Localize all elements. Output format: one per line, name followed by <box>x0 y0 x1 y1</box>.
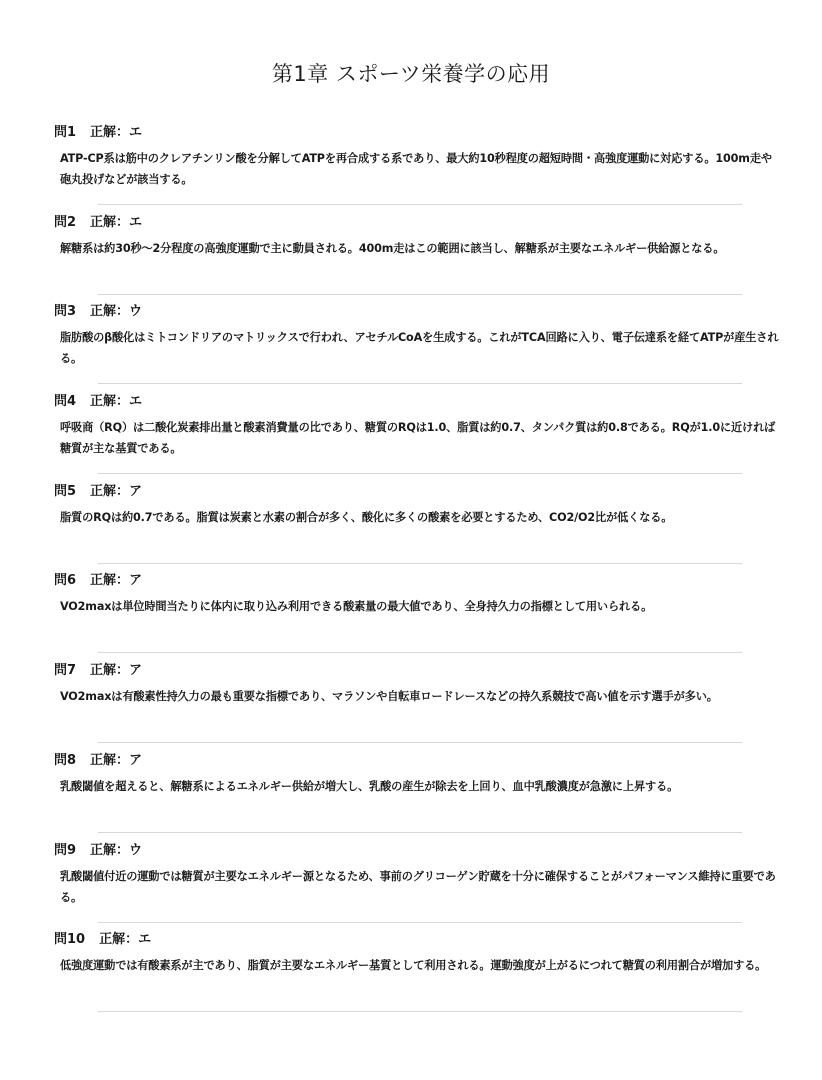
question-number: 問9 <box>54 842 77 858</box>
divider <box>98 473 742 474</box>
explanation-text: 脂質のRQは約0.7である。脂質は炭素と水素の割合が多く、酸化に多くの酸素を必要とするため、CO2/O2比が低くなる。 <box>60 510 673 524</box>
question-heading <box>54 124 784 142</box>
answer-item-4 <box>54 393 784 483</box>
correct-answer: 正解：ア <box>90 752 143 768</box>
question-heading <box>54 303 784 321</box>
explanation-text: VO2maxは有酸素性持久力の最も重要な指標であり、マラソンや自転車ロードレースなどの持久系競技で高い値を示す選手が多い。 <box>60 690 718 704</box>
divider <box>98 922 742 923</box>
question-heading <box>54 214 784 232</box>
explanation-text: VO2maxは単位時間当たりに体内に取り込み利用できる酸素量の最大値であり、全身持久力の指標として用いられる。 <box>60 600 653 614</box>
correct-answer: 正解：ア <box>90 663 143 679</box>
answer-item-1 <box>54 124 784 214</box>
correct-answer: 正解：ウ <box>90 842 143 858</box>
question-number: 問10 <box>54 932 86 948</box>
answer-item-8 <box>54 752 784 842</box>
explanation-text: 乳酸閾値付近の運動では糖質が主要なエネルギー源となるため、事前のグリコーゲン貯蔵を十分に確保することがパフォーマンス維持に重要である。 <box>60 869 776 904</box>
explanation-text: 呼吸商（RQ）は二酸化炭素排出量と酸素消費量の比であり、糖質のRQは1.0、脂質は約0.7、タンパク質は約0.8である。RQが1.0に近ければ糖質が主な基質である。 <box>60 421 776 456</box>
question-heading <box>54 393 784 411</box>
question-number: 問4 <box>54 394 77 410</box>
question-number: 問2 <box>54 214 77 230</box>
explanation-text: 低強度運動では有酸素系が主であり、脂質が主要なエネルギー基質として利用される。運動強度が上がるにつれて糖質の利用割合が増加する。 <box>60 959 767 973</box>
divider <box>98 1011 742 1012</box>
divider <box>98 204 742 205</box>
answer-item-9 <box>54 842 784 932</box>
explanation-text: 脂肪酸のβ酸化はミトコンドリアのマトリックスで行われ、アセチルCoAを生成する。これがTCA回路に入り、電子伝達系を経てATPが産生される。 <box>60 331 779 366</box>
question-number: 問6 <box>54 573 77 589</box>
answer-item-3 <box>54 303 784 393</box>
answer-item-2 <box>54 214 784 304</box>
question-number: 問5 <box>54 483 77 499</box>
question-heading <box>54 662 784 680</box>
question-heading <box>54 842 784 860</box>
explanation-text: 解糖系は約30秒〜2分程度の高強度運動で主に動員される。400m走はこの範囲に該当し、解糖系が主要なエネルギー供給源となる。 <box>60 241 725 255</box>
correct-answer: 正解：エ <box>90 214 143 230</box>
answer-item-6 <box>54 572 784 662</box>
divider <box>98 832 742 833</box>
question-number: 問1 <box>54 125 77 140</box>
correct-answer: 正解：エ <box>90 125 143 140</box>
answer-item-7 <box>54 662 784 752</box>
question-number: 問3 <box>54 304 77 320</box>
answer-item-10 <box>54 931 784 1021</box>
divider <box>98 563 742 564</box>
question-number: 問7 <box>54 663 77 679</box>
answer-list <box>54 124 784 1021</box>
divider <box>98 294 742 295</box>
correct-answer: 正解：ア <box>90 483 143 499</box>
divider <box>98 383 742 384</box>
correct-answer: 正解：エ <box>90 394 143 410</box>
explanation-text: ATP-CP系は筋中のクレアチンリン酸を分解してATPを再合成する系であり、最大約10秒程度の超短時間・高強度運動に対応する。100m走や砲丸投げなどが該当する。 <box>60 152 772 186</box>
question-heading <box>54 931 784 949</box>
answer-item-5 <box>54 483 784 573</box>
correct-answer: 正解：ア <box>90 573 143 589</box>
page-title: 第1章 スポーツ栄養学の応用 <box>271 62 551 86</box>
question-number: 問8 <box>54 752 77 768</box>
question-heading <box>54 572 784 590</box>
divider <box>98 652 742 653</box>
question-heading <box>54 752 784 770</box>
correct-answer: 正解：エ <box>99 932 152 948</box>
question-heading <box>54 483 784 501</box>
correct-answer: 正解：ウ <box>90 304 143 320</box>
explanation-text: 乳酸閾値を超えると、解糖系によるエネルギー供給が増大し、乳酸の産生が除去を上回り、血中乳酸濃度が急激に上昇する。 <box>60 779 679 793</box>
divider <box>98 742 742 743</box>
